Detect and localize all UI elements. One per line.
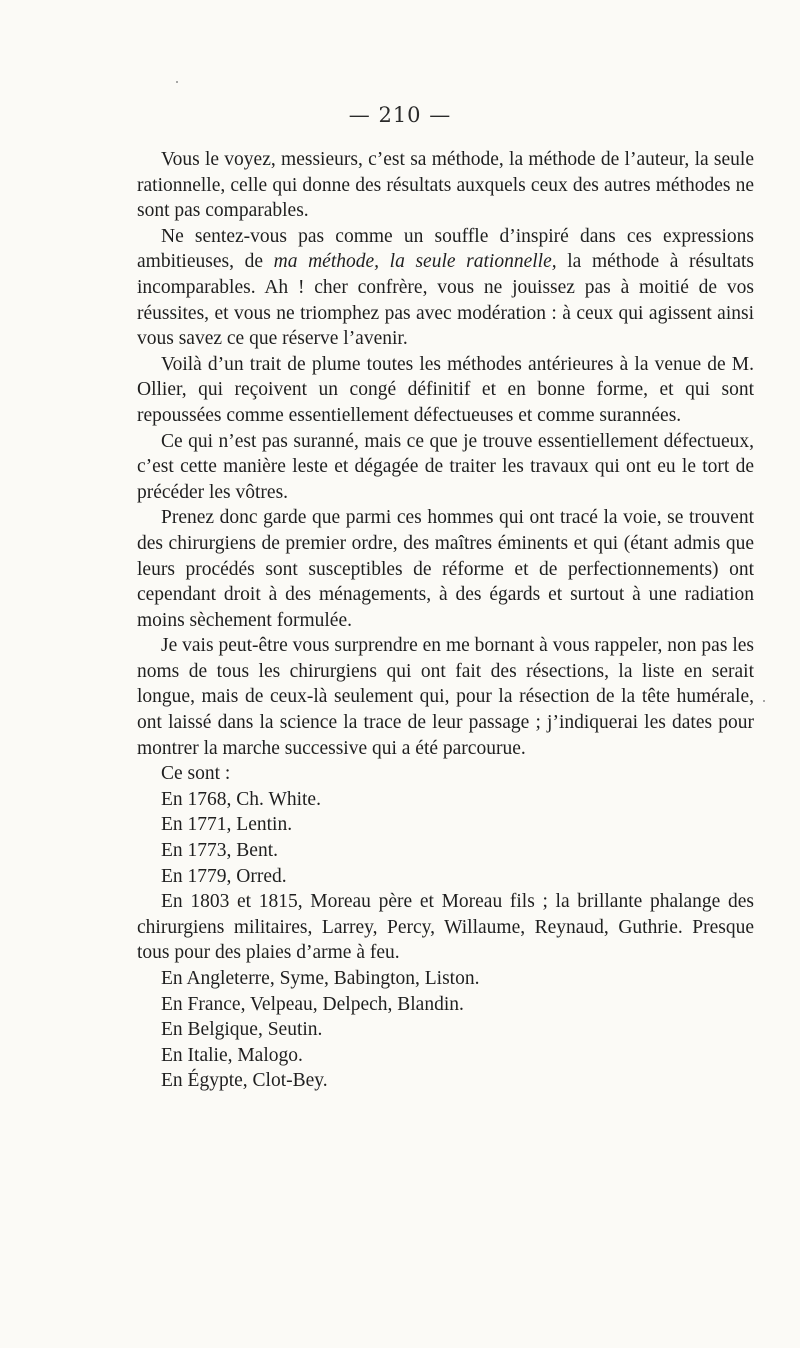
- list-item: En Égypte, Clot-Bey.: [161, 1070, 328, 1092]
- list-item: En 1771, Lentin.: [161, 814, 293, 836]
- paragraph: Je vais peut-être vous surprendre en me bornant à vous rappeler, non pas les noms de tous les chirurgiens qui ont fait des résections, la liste en serait longue, mais de ceux-là seulement qui, pour la résection de la tête humérale, ont laissé dans la science la trace de leur passage ; j’indiquerai les dates pour montrer la marche successive qui a été parcourue.: [137, 635, 754, 759]
- list-item: En Belgique, Seutin.: [161, 1019, 323, 1041]
- paragraph: Prenez donc garde que parmi ces hommes qui ont tracé la voie, se trouvent des chirurgiens de premier ordre, des maîtres éminents et qui (étant admis que leurs procédés sont susceptibles de réforme et de perfectionnements) ont cependant droit à des ménagements, à des égards et surtout à une radiation moins sèchement formulée.: [137, 507, 754, 631]
- paragraph: Ce qui n’est pas suranné, mais ce que je trouve essentiellement défectueux, c’est cette manière leste et dégagée de traiter les travaux qui ont eu le tort de précéder les vôtres.: [137, 430, 754, 503]
- list-item: En Angleterre, Syme, Babington, Liston.: [161, 968, 480, 989]
- italic-quote: ma méthode, la seule rationnelle,: [273, 251, 557, 273]
- paragraph: Voilà d’un trait de plume toutes les méthodes antérieures à la venue de M. Ollier, qui reçoivent un congé définitif et en bonne forme, et qui sont repoussées comme essentiellement défectueuses et comme surannées.: [137, 353, 754, 426]
- paragraph: En 1803 et 1815, Moreau père et Moreau fils ; la brillante phalange des chirurgiens militaires, Larrey, Percy, Willaume, Reynaud, Guthrie. Presque tous pour des plaies d’arme à feu.: [137, 891, 754, 964]
- list-item: En 1779, Orred.: [161, 865, 287, 887]
- paper-speck: [763, 700, 765, 702]
- list-item: En 1768, Ch. White.: [161, 788, 321, 810]
- paragraph: [137, 224, 754, 352]
- paper-speck: [176, 81, 178, 83]
- page-number: — 210 —: [348, 103, 452, 127]
- list-item: En 1773, Bent.: [161, 840, 278, 862]
- paragraph-text: la méthode à résultats incomparables. Ah ! cher confrère, vous ne jouissez pas à moitié de vos réussites, et vous ne triomphez pas avec modération : à ceux qui agissent ainsi vous savez ce que réserve l’avenir.: [137, 251, 755, 350]
- list-intro: Ce sont :: [161, 763, 231, 785]
- list-item: En France, Velpeau, Delpech, Blandin.: [161, 993, 464, 1015]
- list-item: En Italie, Malogo.: [161, 1044, 303, 1066]
- body-text: [137, 147, 754, 1094]
- paragraph-text: Ne sentez-vous pas comme un souffle d’inspiré dans ces expressions ambitieuses, de: [137, 225, 754, 273]
- paragraph: Vous le voyez, messieurs, c’est sa méthode, la méthode de l’auteur, la seule rationnelle, celle qui donne des résultats auxquels ceux des autres méthodes ne sont pas comparables.: [137, 149, 754, 222]
